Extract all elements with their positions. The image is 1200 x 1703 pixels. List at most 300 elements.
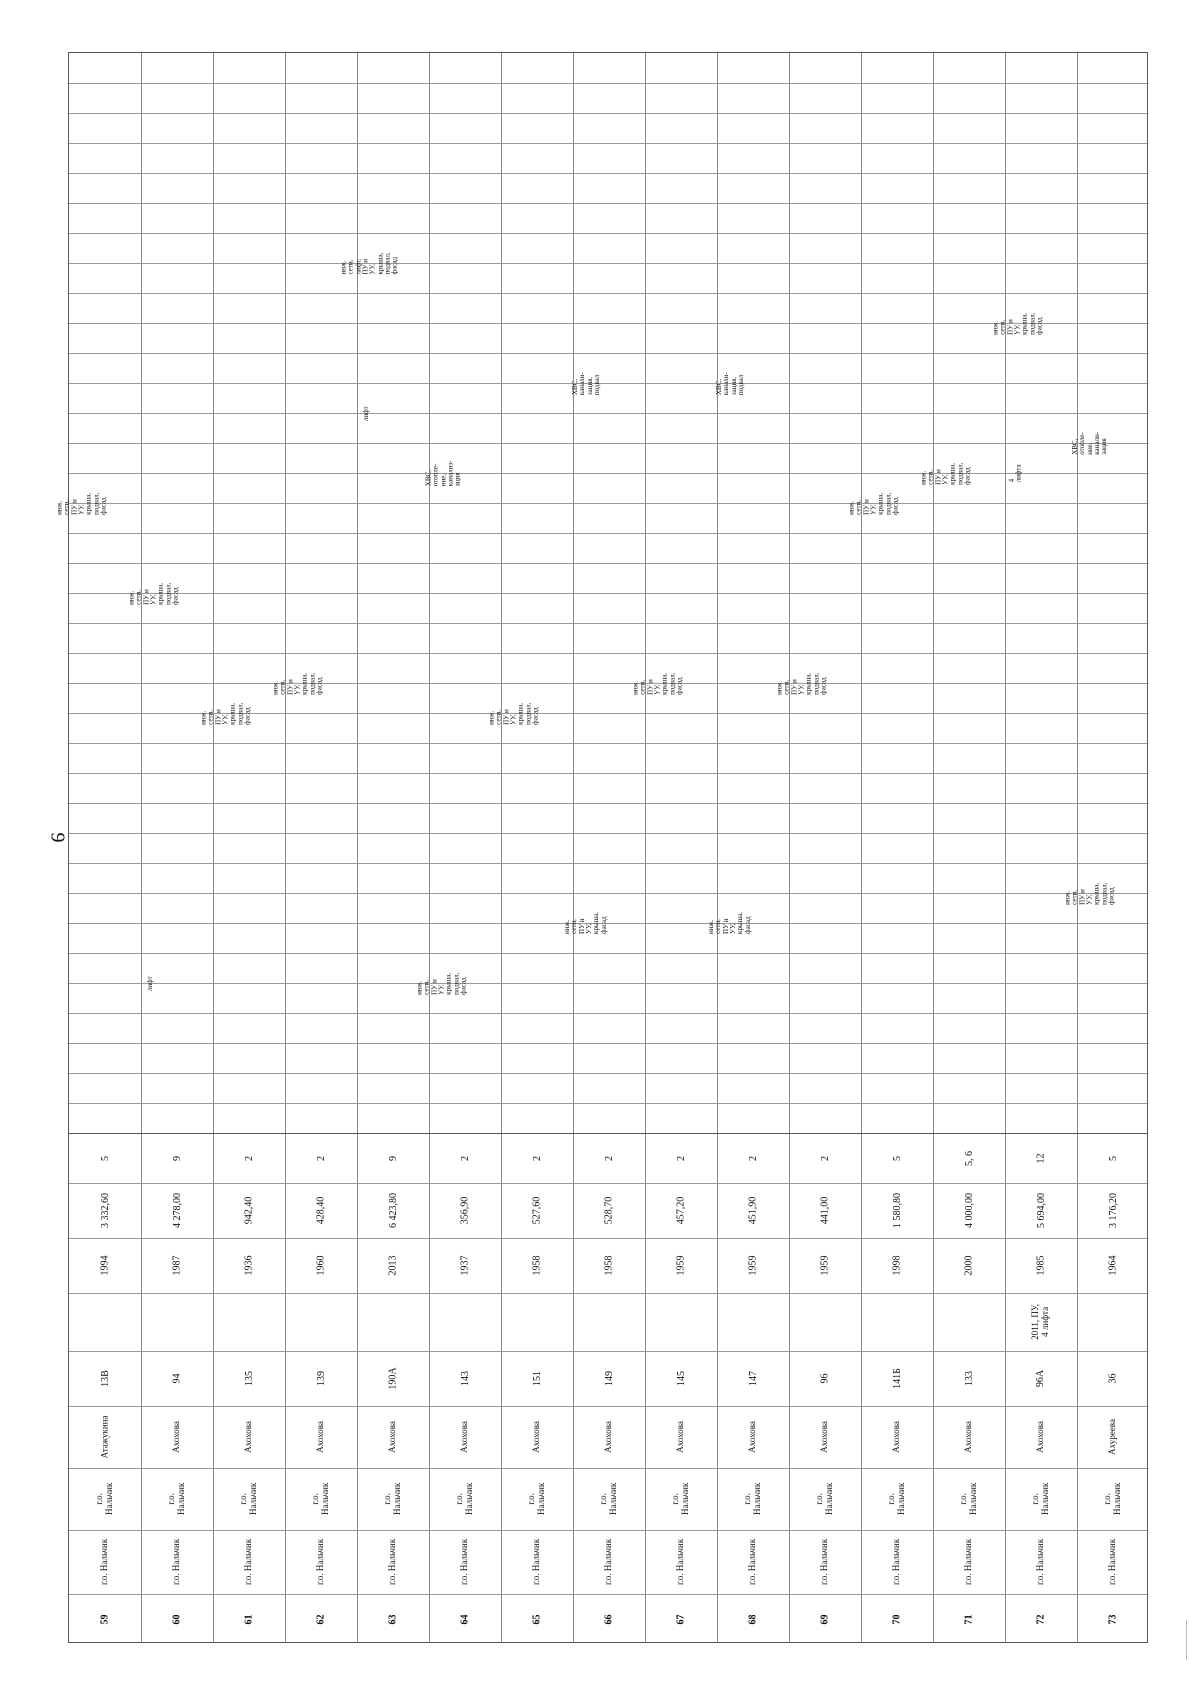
table-row-divider bbox=[69, 83, 1147, 84]
work-entry-text: инж. сети, ПУ и УУ, крыша, подвал, фасад bbox=[55, 492, 108, 515]
cell-area bbox=[69, 1183, 141, 1238]
cell-n-text: 61 bbox=[243, 1614, 255, 1624]
cell-city bbox=[141, 1530, 213, 1594]
work-entry-text: инж. сети, ПУ и УУ, крыша, подвал, фасад bbox=[847, 492, 900, 515]
cell-street bbox=[1077, 1406, 1149, 1468]
work-entry-text: инж. сети, ПУ и УУ, крыша, фасад bbox=[562, 912, 608, 935]
cell-city bbox=[933, 1530, 1005, 1594]
cell-city bbox=[861, 1530, 933, 1594]
cell-floors-text: 2 bbox=[531, 1155, 543, 1161]
cell-loc-text: г.о. Нальчик bbox=[670, 1482, 690, 1516]
table-row-divider bbox=[69, 263, 1147, 264]
cell-street-text: Ахохова bbox=[747, 1421, 758, 1453]
cell-loc bbox=[429, 1468, 501, 1530]
cell-street-text: Ахохова bbox=[531, 1421, 542, 1453]
work-entry-text: инж. сети, ПУ и УУ, крыша, подвал, фасад bbox=[271, 672, 324, 695]
cell-n bbox=[357, 1594, 429, 1644]
cell-n bbox=[861, 1594, 933, 1644]
cell-city bbox=[1005, 1530, 1077, 1594]
cell-n-text: 64 bbox=[459, 1614, 471, 1624]
cell-city bbox=[501, 1530, 573, 1594]
cell-year-text: 1959 bbox=[747, 1255, 759, 1276]
cell-year-text: 1958 bbox=[531, 1255, 543, 1276]
cell-city bbox=[69, 1530, 141, 1594]
works-table bbox=[55, 52, 1148, 1643]
cell-loc-text: г.о. Нальчик bbox=[598, 1482, 618, 1516]
cell-n bbox=[573, 1594, 645, 1644]
cell-street-text: Ахохова bbox=[675, 1421, 686, 1453]
work-entry-text: ХВС, отопле- ние, канализ- ация bbox=[424, 460, 462, 487]
cell-city-text: г.о. Нальчик bbox=[243, 1538, 254, 1586]
cell-floors bbox=[141, 1133, 213, 1183]
cell-city-text: г.о. Нальчик bbox=[315, 1538, 326, 1586]
cell-floors-text: 2 bbox=[675, 1155, 687, 1161]
cell-area-text: 3 332,60 bbox=[99, 1193, 111, 1228]
cell-street bbox=[285, 1406, 357, 1468]
cell-area bbox=[1077, 1183, 1149, 1238]
cell-loc-text: г.о. Нальчик bbox=[958, 1482, 978, 1516]
cell-n bbox=[501, 1594, 573, 1644]
cell-house-text: 96 bbox=[819, 1373, 831, 1384]
cell-street bbox=[357, 1406, 429, 1468]
work-entry bbox=[271, 649, 359, 718]
work-entry-text: инж. сети, ПУ и УУ, крыша, подвал, фасад bbox=[487, 702, 540, 725]
cell-n-text: 63 bbox=[387, 1614, 399, 1624]
cell-loc bbox=[285, 1468, 357, 1530]
cell-street-text: Ахохова bbox=[963, 1421, 974, 1453]
cell-street bbox=[501, 1406, 573, 1468]
work-entry bbox=[339, 229, 431, 298]
work-entry bbox=[570, 349, 647, 418]
cell-city bbox=[357, 1530, 429, 1594]
cell-year-text: 1959 bbox=[819, 1255, 831, 1276]
cell-loc bbox=[573, 1468, 645, 1530]
cell-house bbox=[1005, 1351, 1077, 1406]
work-entry bbox=[714, 349, 791, 418]
cell-house bbox=[429, 1351, 501, 1406]
work-entry bbox=[991, 289, 1079, 358]
cell-city bbox=[213, 1530, 285, 1594]
cell-year-text: 2013 bbox=[387, 1255, 399, 1276]
cell-year bbox=[357, 1238, 429, 1293]
table-row-divider bbox=[69, 803, 1147, 804]
cell-street-text: Ахохова bbox=[459, 1421, 470, 1453]
work-entry-text: инж. сети, ПУ и УУ, крыша, подвал, фасад bbox=[415, 972, 468, 995]
work-entry bbox=[775, 649, 863, 718]
cell-area-text: 5 694,00 bbox=[1035, 1193, 1047, 1228]
cell-year-text: 1960 bbox=[315, 1255, 327, 1276]
cell-loc bbox=[789, 1468, 861, 1530]
cell-year bbox=[573, 1238, 645, 1293]
scan-edge-mark bbox=[1186, 1620, 1187, 1660]
cell-house bbox=[69, 1351, 141, 1406]
work-entry bbox=[127, 559, 215, 628]
cell-floors-text: 2 bbox=[819, 1155, 831, 1161]
cell-street bbox=[69, 1406, 141, 1468]
work-entry-text: инж. сети, ПУ и УУ, крыша, подвал, фасад bbox=[199, 702, 252, 725]
cell-city-text: г.о. Нальчик bbox=[963, 1538, 974, 1586]
cell-n-text: 65 bbox=[531, 1614, 543, 1624]
cell-year bbox=[501, 1238, 573, 1293]
cell-n bbox=[789, 1594, 861, 1644]
cell-note-text: 2011, ПУ, 4 лифта bbox=[1030, 1304, 1050, 1340]
cell-house-text: 96А bbox=[1035, 1369, 1047, 1388]
cell-house bbox=[789, 1351, 861, 1406]
cell-street bbox=[429, 1406, 501, 1468]
table-row-divider bbox=[69, 1013, 1147, 1014]
table-row-divider bbox=[69, 293, 1147, 294]
cell-area bbox=[357, 1183, 429, 1238]
table-row-divider bbox=[69, 623, 1147, 624]
cell-year bbox=[1077, 1238, 1149, 1293]
cell-city-text: г.о. Нальчик bbox=[891, 1538, 902, 1586]
cell-house-text: 190А bbox=[387, 1367, 399, 1390]
cell-loc-text: г.о. Нальчик bbox=[526, 1482, 546, 1516]
cell-house bbox=[501, 1351, 573, 1406]
work-entry-text: инж. сети, ПУ и УУ, крыша, подвал, фасад bbox=[991, 312, 1044, 335]
cell-n bbox=[933, 1594, 1005, 1644]
cell-loc-text: г.о. Нальчик bbox=[382, 1482, 402, 1516]
cell-floors bbox=[1005, 1133, 1077, 1183]
table-row-divider bbox=[69, 1293, 1147, 1294]
cell-house-text: 149 bbox=[603, 1371, 615, 1386]
cell-city-text: г.о. Нальчик bbox=[1107, 1538, 1118, 1586]
work-entry-text: ХВС, канали- зация, подвал bbox=[570, 372, 601, 395]
cell-n-text: 72 bbox=[1035, 1614, 1047, 1624]
cell-floors bbox=[717, 1133, 789, 1183]
cell-loc bbox=[717, 1468, 789, 1530]
cell-year bbox=[1005, 1238, 1077, 1293]
cell-year bbox=[645, 1238, 717, 1293]
table-row-divider bbox=[69, 863, 1147, 864]
cell-floors bbox=[1077, 1133, 1149, 1183]
work-entry bbox=[706, 889, 791, 958]
cell-loc bbox=[1077, 1468, 1149, 1530]
cell-street-text: Ахуреева bbox=[1107, 1419, 1118, 1455]
cell-area bbox=[501, 1183, 573, 1238]
cell-loc-text: г.о. Нальчик bbox=[454, 1482, 474, 1516]
cell-loc bbox=[69, 1468, 141, 1530]
table-row-divider bbox=[69, 563, 1147, 564]
table-row-divider bbox=[69, 653, 1147, 654]
cell-n-text: 67 bbox=[675, 1614, 687, 1624]
cell-floors bbox=[501, 1133, 573, 1183]
cell-area-text: 942,40 bbox=[243, 1196, 255, 1225]
work-entry bbox=[919, 439, 1007, 508]
table-row-divider bbox=[69, 173, 1147, 174]
cell-area bbox=[933, 1183, 1005, 1238]
cell-floors-text: 9 bbox=[171, 1155, 183, 1161]
cell-year-text: 1959 bbox=[675, 1255, 687, 1276]
cell-street-text: Ахохова bbox=[891, 1421, 902, 1453]
cell-house bbox=[1077, 1351, 1149, 1406]
cell-year-text: 1964 bbox=[1107, 1255, 1119, 1276]
cell-area bbox=[213, 1183, 285, 1238]
cell-city bbox=[789, 1530, 861, 1594]
cell-floors bbox=[645, 1133, 717, 1183]
cell-area bbox=[429, 1183, 501, 1238]
cell-house bbox=[933, 1351, 1005, 1406]
cell-city-text: г.о. Нальчик bbox=[531, 1538, 542, 1586]
cell-house bbox=[861, 1351, 933, 1406]
cell-n bbox=[1077, 1594, 1149, 1644]
cell-floors bbox=[69, 1133, 141, 1183]
work-entry bbox=[141, 949, 215, 1018]
work-entry bbox=[1005, 439, 1079, 508]
cell-house bbox=[645, 1351, 717, 1406]
cell-year-text: 2000 bbox=[963, 1255, 975, 1276]
table-row-divider bbox=[69, 233, 1147, 234]
cell-area-text: 4 278,00 bbox=[171, 1193, 183, 1228]
work-entry bbox=[562, 889, 647, 958]
cell-city-text: г.о. Нальчик bbox=[1035, 1538, 1046, 1586]
table-row-divider bbox=[69, 143, 1147, 144]
cell-house-text: 13В bbox=[99, 1370, 111, 1387]
cell-floors-text: 2 bbox=[459, 1155, 471, 1161]
cell-n bbox=[69, 1594, 141, 1644]
cell-n bbox=[1005, 1594, 1077, 1644]
cell-street bbox=[717, 1406, 789, 1468]
table-row-divider bbox=[69, 1043, 1147, 1044]
work-entry bbox=[1063, 859, 1151, 928]
work-entry-text: ХВС, канали- зация, подвал bbox=[714, 372, 745, 395]
cell-city bbox=[285, 1530, 357, 1594]
cell-area bbox=[645, 1183, 717, 1238]
cell-area bbox=[717, 1183, 789, 1238]
cell-house-text: 143 bbox=[459, 1371, 471, 1386]
cell-n-text: 69 bbox=[819, 1614, 831, 1624]
table-row-divider bbox=[69, 1103, 1147, 1104]
cell-area-text: 457,20 bbox=[675, 1196, 687, 1225]
cell-floors-text: 9 bbox=[387, 1155, 399, 1161]
cell-street-text: Ахохова bbox=[171, 1421, 182, 1453]
table-row-divider bbox=[69, 833, 1147, 834]
cell-street bbox=[861, 1406, 933, 1468]
cell-n bbox=[429, 1594, 501, 1644]
work-entry-text: инж. сети, лифт, ПУ и УУ, крыша, подвал, фасад bbox=[339, 252, 400, 275]
cell-house-text: 147 bbox=[747, 1371, 759, 1386]
cell-area-text: 441,00 bbox=[819, 1196, 831, 1225]
cell-year bbox=[69, 1238, 141, 1293]
table-row-divider bbox=[69, 533, 1147, 534]
cell-city-text: г.о. Нальчик bbox=[603, 1538, 614, 1586]
cell-street-text: Ахохова bbox=[243, 1421, 254, 1453]
work-entry-text: инж. сети, ПУ и УУ, крыша, фасад bbox=[706, 912, 752, 935]
cell-loc-text: г.о. Нальчик bbox=[742, 1482, 762, 1516]
cell-city-text: г.о. Нальчик bbox=[675, 1538, 686, 1586]
cell-house bbox=[213, 1351, 285, 1406]
cell-n bbox=[645, 1594, 717, 1644]
cell-year-text: 1998 bbox=[891, 1255, 903, 1276]
cell-house-text: 94 bbox=[171, 1373, 183, 1384]
cell-loc bbox=[933, 1468, 1005, 1530]
cell-floors-text: 12 bbox=[1035, 1153, 1047, 1163]
work-entry bbox=[631, 649, 719, 718]
cell-n-text: 71 bbox=[963, 1614, 975, 1624]
cell-floors bbox=[357, 1133, 429, 1183]
cell-house bbox=[141, 1351, 213, 1406]
cell-area-text: 451,90 bbox=[747, 1196, 759, 1225]
cell-floors bbox=[789, 1133, 861, 1183]
work-entry bbox=[424, 439, 503, 508]
cell-city-text: г.о. Нальчик bbox=[171, 1538, 182, 1586]
cell-street bbox=[573, 1406, 645, 1468]
cell-year bbox=[141, 1238, 213, 1293]
cell-street bbox=[1005, 1406, 1077, 1468]
cell-n-text: 60 bbox=[171, 1614, 183, 1624]
cell-loc bbox=[141, 1468, 213, 1530]
cell-house-text: 151 bbox=[531, 1371, 543, 1386]
work-entry-text: лифт bbox=[145, 976, 154, 991]
cell-n-text: 68 bbox=[747, 1614, 759, 1624]
cell-area-text: 428,40 bbox=[315, 1196, 327, 1225]
cell-house-text: 139 bbox=[315, 1371, 327, 1386]
cell-street-text: Ахохова bbox=[315, 1421, 326, 1453]
cell-n-text: 70 bbox=[891, 1614, 903, 1624]
cell-area bbox=[573, 1183, 645, 1238]
cell-city-text: г.о. Нальчик bbox=[747, 1538, 758, 1586]
cell-street bbox=[789, 1406, 861, 1468]
cell-year-text: 1987 bbox=[171, 1255, 183, 1276]
cell-floors bbox=[285, 1133, 357, 1183]
cell-floors-text: 2 bbox=[315, 1155, 327, 1161]
cell-loc-text: г.о. Нальчик bbox=[310, 1482, 330, 1516]
cell-street-text: Атажукина bbox=[99, 1415, 110, 1459]
cell-area bbox=[141, 1183, 213, 1238]
cell-year-text: 1958 bbox=[603, 1255, 615, 1276]
cell-street bbox=[213, 1406, 285, 1468]
cell-house bbox=[357, 1351, 429, 1406]
cell-house-text: 36 bbox=[1107, 1373, 1119, 1384]
cell-loc bbox=[213, 1468, 285, 1530]
cell-street-text: Ахохова bbox=[819, 1421, 830, 1453]
cell-n-text: 62 bbox=[315, 1614, 327, 1624]
cell-floors bbox=[933, 1133, 1005, 1183]
cell-note bbox=[1005, 1293, 1077, 1351]
cell-loc-text: г.о. Нальчик bbox=[1030, 1482, 1050, 1516]
table-row-divider bbox=[69, 1073, 1147, 1074]
cell-area bbox=[789, 1183, 861, 1238]
cell-street-text: Ахохова bbox=[603, 1421, 614, 1453]
cell-house bbox=[573, 1351, 645, 1406]
cell-street bbox=[645, 1406, 717, 1468]
cell-loc-text: г.о. Нальчик bbox=[94, 1482, 114, 1516]
work-entry-text: инж. сети, ПУ и УУ, крыша, подвал, фасад bbox=[631, 672, 684, 695]
cell-loc bbox=[645, 1468, 717, 1530]
cell-year-text: 1937 bbox=[459, 1255, 471, 1276]
cell-house bbox=[285, 1351, 357, 1406]
cell-loc-text: г.о. Нальчик bbox=[814, 1482, 834, 1516]
cell-floors-text: 5 bbox=[1107, 1155, 1119, 1161]
cell-loc-text: г.о. Нальчик bbox=[1102, 1482, 1122, 1516]
cell-loc bbox=[1005, 1468, 1077, 1530]
work-entry bbox=[357, 379, 431, 448]
cell-loc-text: г.о. Нальчик bbox=[238, 1482, 258, 1516]
cell-n bbox=[213, 1594, 285, 1644]
cell-floors bbox=[213, 1133, 285, 1183]
cell-n-text: 73 bbox=[1107, 1614, 1119, 1624]
cell-floors-text: 2 bbox=[747, 1155, 759, 1161]
work-entry-text: лифт bbox=[361, 406, 370, 421]
cell-loc-text: г.о. Нальчик bbox=[166, 1482, 186, 1516]
cell-street bbox=[933, 1406, 1005, 1468]
work-entry-text: инж. сети, ПУ и УУ, крыша, подвал, фасад bbox=[919, 462, 972, 485]
cell-floors bbox=[861, 1133, 933, 1183]
cell-n bbox=[285, 1594, 357, 1644]
cell-year-text: 1985 bbox=[1035, 1255, 1047, 1276]
cell-year bbox=[213, 1238, 285, 1293]
cell-loc bbox=[861, 1468, 933, 1530]
cell-city-text: г.о. Нальчик bbox=[99, 1538, 110, 1586]
cell-floors-text: 5 bbox=[99, 1155, 111, 1161]
cell-house-text: 141Б bbox=[891, 1368, 903, 1389]
page-number: 9 bbox=[46, 832, 69, 843]
cell-area-text: 1 580,80 bbox=[891, 1193, 903, 1228]
cell-year-text: 1994 bbox=[99, 1255, 111, 1276]
cell-year bbox=[861, 1238, 933, 1293]
cell-floors-text: 5 bbox=[891, 1155, 903, 1161]
cell-floors bbox=[573, 1133, 645, 1183]
work-entry-text: инж. сети, ПУ и УУ, крыша, подвал, фасад bbox=[775, 672, 828, 695]
table-row-divider bbox=[69, 983, 1147, 984]
cell-loc-text: г.о. Нальчик bbox=[886, 1482, 906, 1516]
cell-area-text: 528,70 bbox=[603, 1196, 615, 1225]
cell-n-text: 59 bbox=[99, 1614, 111, 1624]
cell-street bbox=[141, 1406, 213, 1468]
cell-floors-text: 2 bbox=[243, 1155, 255, 1161]
work-entry bbox=[487, 679, 575, 748]
cell-city bbox=[573, 1530, 645, 1594]
cell-floors bbox=[429, 1133, 501, 1183]
table-row-divider bbox=[69, 113, 1147, 114]
table-row-divider bbox=[69, 593, 1147, 594]
work-entry-text: инж. сети, ПУ и УУ, крыша, подвал, фасад bbox=[127, 582, 180, 605]
cell-city bbox=[717, 1530, 789, 1594]
cell-area-text: 4 000,00 bbox=[963, 1193, 975, 1228]
cell-house bbox=[717, 1351, 789, 1406]
cell-year bbox=[717, 1238, 789, 1293]
table-row-divider bbox=[69, 203, 1147, 204]
cell-area bbox=[285, 1183, 357, 1238]
cell-loc bbox=[501, 1468, 573, 1530]
cell-year bbox=[789, 1238, 861, 1293]
work-entry bbox=[415, 949, 503, 1018]
work-entry-text: инж. сети, ПУ и УУ, крыша, подвал, фасад bbox=[1063, 882, 1116, 905]
cell-year bbox=[933, 1238, 1005, 1293]
cell-street-text: Ахохова bbox=[387, 1421, 398, 1453]
cell-area-text: 6 423,80 bbox=[387, 1193, 399, 1228]
cell-area bbox=[1005, 1183, 1077, 1238]
cell-area bbox=[861, 1183, 933, 1238]
cell-year bbox=[429, 1238, 501, 1293]
cell-city bbox=[645, 1530, 717, 1594]
table-row-divider bbox=[69, 323, 1147, 324]
cell-house-text: 145 bbox=[675, 1371, 687, 1386]
cell-year-text: 1936 bbox=[243, 1255, 255, 1276]
cell-house-text: 133 bbox=[963, 1371, 975, 1386]
cell-area-text: 527,60 bbox=[531, 1196, 543, 1225]
cell-area-text: 356,90 bbox=[459, 1196, 471, 1225]
work-entry bbox=[55, 469, 143, 538]
cell-floors-text: 2 bbox=[603, 1155, 615, 1161]
cell-floors-text: 5, 6 bbox=[963, 1150, 975, 1166]
cell-n bbox=[717, 1594, 789, 1644]
cell-city-text: г.о. Нальчик bbox=[819, 1538, 830, 1586]
work-entry-text: 4 лифта bbox=[1007, 464, 1024, 483]
cell-n-text: 66 bbox=[603, 1614, 615, 1624]
work-entry bbox=[1071, 409, 1151, 478]
cell-city bbox=[429, 1530, 501, 1594]
